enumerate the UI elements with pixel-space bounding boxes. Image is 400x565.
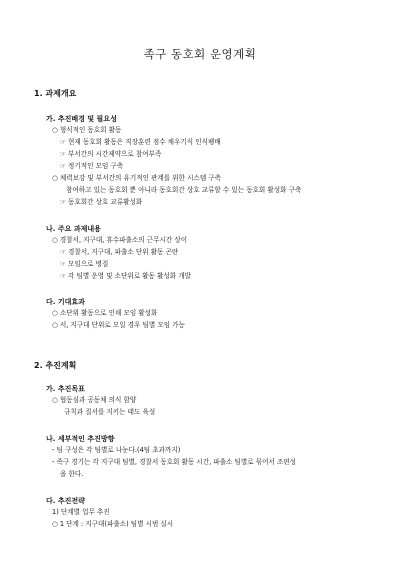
dash-line: - 팀 구성은 각 팀별로 나눈다.(4팀 초과까지) [52,446,181,454]
subsection-heading-main-tasks: 나. 주요 과제내용 [46,225,101,233]
bullet-line: ☞ 모임으로 병질 [60,260,109,268]
section-heading-overview: 1. 과제개요 [34,89,77,98]
subsection-heading-goals: 가. 추진목표 [46,385,85,393]
subsection-heading-direction: 나. 세부적인 추진방향 [46,435,115,443]
document-title: 족구 동호회 운영계획 [143,47,257,61]
bullet-line: ☞ 각 팀별 운영 및 소단위로 활동 활성화 개발 [60,272,191,280]
bullet-line: ○ 경찰서, 지구대, 휴수파출소의 근무시간 상이 [52,236,188,244]
text-line: 을 한다. [60,470,84,478]
bullet-line: ☞ 정기적인 모임 구축 [60,162,124,170]
bullet-line: ○ 체력보강 및 부서간의 유기적인 관계를 위한 시스템 구축 [52,174,222,182]
bullet-line: ☞ 경찰서, 지구대, 파출소 단위 활동 곤란 [60,248,179,256]
text-line: 규칙과 질서를 지키는 태도 육성 [64,408,156,416]
bullet-line: ○ 1 단계 : 지구대(파출소) 팀별 시범 실시 [52,520,174,528]
dash-line: - 족구 경기는 각 지구대 팀별, 경찰서 동호회 활동 시간, 파출소 팀별로 묶어서 조편성 [52,458,297,466]
section-heading-plan: 2. 추진계획 [34,361,77,370]
bullet-line: ○ 소단위 활동으로 인해 모임 활성화 [52,309,158,317]
bullet-line: ☞ 부서간의 시간제약으로 참여부족 [60,150,162,158]
bullet-line: ☞ 현재 동호회 활동은 직장훈련 점수 채우기식 인식팽배 [60,138,221,146]
text-line: 참여하고 있는 동호회 뿐 아니라 동호회간 상호 교류할 수 있는 동호회 활성화 구축 [66,186,302,194]
subsection-heading-background: 가. 추진배경 및 필요성 [46,115,117,123]
subsection-heading-strategy: 다. 추진전략 [46,497,85,505]
bullet-line: ○ 협동심과 공동체 의식 함양 [52,396,137,404]
numbered-line: 1) 단계별 업무 추진 [52,508,110,516]
subsection-heading-expected-effects: 다. 기대효과 [46,298,85,306]
bullet-line: ○ 서, 지구대 단위로 모일 경우 팀별 모임 가능 [52,321,185,329]
bullet-line: ☞ 동호회간 상호 교류활성화 [60,198,143,206]
bullet-line: ○ 형식적인 동호회 활동 [52,126,122,134]
